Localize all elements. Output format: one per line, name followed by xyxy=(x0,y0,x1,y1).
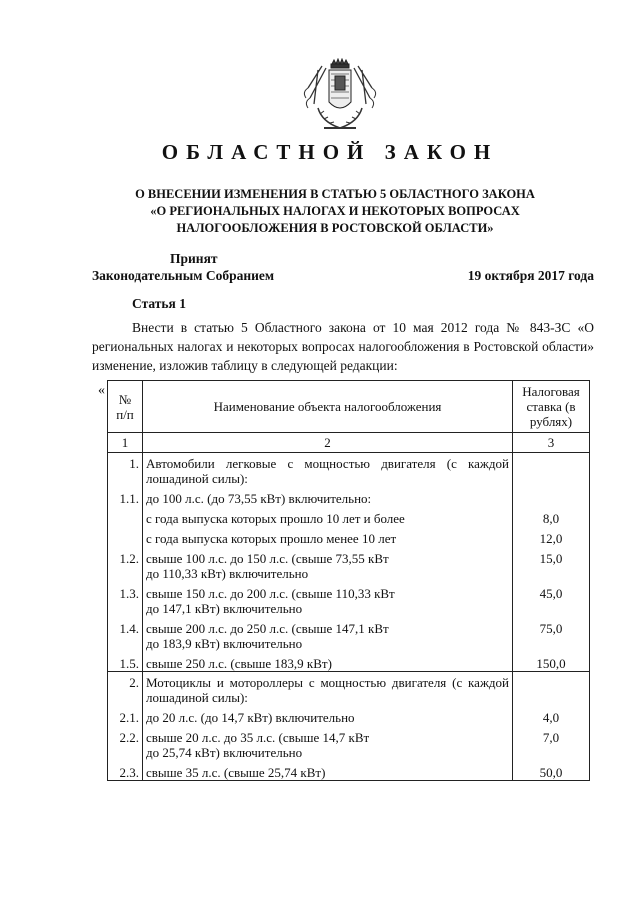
row-rate xyxy=(513,453,590,487)
row-object: свыше 35 л.с. (свыше 25,74 кВт) xyxy=(143,760,513,781)
row-number: 1.1. xyxy=(108,486,143,506)
row-number xyxy=(108,526,143,546)
row-rate: 7,0 xyxy=(513,725,590,760)
row-rate: 50,0 xyxy=(513,760,590,781)
table-row xyxy=(108,760,590,781)
table-row xyxy=(108,616,590,651)
row-object: с года выпуска которых прошло менее 10 лет xyxy=(143,526,513,546)
table-row xyxy=(108,506,590,526)
row-object: свыше 200 л.с. до 250 л.с. (свыше 147,1 кВт до 183,9 кВт) включительно xyxy=(143,616,513,651)
law-subtitle xyxy=(90,186,580,237)
article-heading: Статья 1 xyxy=(132,296,186,311)
adopted-label: Принят xyxy=(170,251,218,266)
col-number: 1 xyxy=(108,433,143,453)
col-number: 3 xyxy=(513,433,590,453)
row-number: 2.3. xyxy=(108,760,143,781)
table-row xyxy=(108,651,590,672)
row-object: свыше 20 л.с. до 35 л.с. (свыше 14,7 кВт до 25,74 кВт) включительно xyxy=(143,725,513,760)
row-number: 2.2. xyxy=(108,725,143,760)
row-object: с года выпуска которых прошло 10 лет и более xyxy=(143,506,513,526)
table-row xyxy=(108,486,590,506)
col-number: 2 xyxy=(143,433,513,453)
row-number: 1.2. xyxy=(108,546,143,581)
adopted-by: Законодательным Собранием xyxy=(92,268,275,283)
row-object: свыше 150 л.с. до 200 л.с. (свыше 110,33 кВт до 147,1 кВт) включительно xyxy=(143,581,513,616)
article-text: Внести в статью 5 Областного закона от 10 мая 2012 года № 843-ЗС «О региональных налогах и некоторых вопросах налогообложения в Ростовской области» изменение, изложив таблицу в следующей редакции: xyxy=(92,320,594,373)
adoption-block xyxy=(92,250,594,284)
opening-quote: « xyxy=(98,383,105,398)
row-object: до 20 л.с. (до 14,7 кВт) включительно xyxy=(143,705,513,725)
row-object: свыше 250 л.с. (свыше 183,9 кВт) xyxy=(143,651,513,672)
row-rate: 75,0 xyxy=(513,616,590,651)
law-title: ОБЛАСТНОЙ ЗАКОН xyxy=(161,140,499,164)
tax-rate-table xyxy=(107,380,590,781)
table-row xyxy=(108,453,590,487)
row-rate xyxy=(513,486,590,506)
table-row xyxy=(108,725,590,760)
adoption-date: 19 октября 2017 года xyxy=(467,268,594,283)
header-rate: Налоговая ставка (в рублях) xyxy=(513,381,590,433)
row-number: 2. xyxy=(108,672,143,706)
subtitle-line: «О РЕГИОНАЛЬНЫХ НАЛОГАХ И НЕКОТОРЫХ ВОПРОСАХ xyxy=(150,204,520,218)
row-number: 1.4. xyxy=(108,616,143,651)
table-row xyxy=(108,672,590,706)
coat-of-arms-icon xyxy=(300,58,380,136)
row-rate xyxy=(513,672,590,706)
row-number: 1.5. xyxy=(108,651,143,672)
row-object: Автомобили легковые с мощностью двигателя (с каждой лошадиной силы): xyxy=(143,453,513,487)
table-row xyxy=(108,526,590,546)
row-rate: 4,0 xyxy=(513,705,590,725)
row-number: 1.3. xyxy=(108,581,143,616)
row-number: 1. xyxy=(108,453,143,487)
row-object: до 100 л.с. (до 73,55 кВт) включительно: xyxy=(143,486,513,506)
table-row xyxy=(108,546,590,581)
row-rate: 12,0 xyxy=(513,526,590,546)
row-number xyxy=(108,506,143,526)
row-rate: 150,0 xyxy=(513,651,590,672)
row-rate: 15,0 xyxy=(513,546,590,581)
header-num: № п/п xyxy=(108,381,143,433)
header-name: Наименование объекта налогообложения xyxy=(143,381,513,433)
table-row xyxy=(108,705,590,725)
subtitle-line: НАЛОГООБЛОЖЕНИЯ В РОСТОВСКОЙ ОБЛАСТИ» xyxy=(176,221,494,235)
row-number: 2.1. xyxy=(108,705,143,725)
row-rate: 8,0 xyxy=(513,506,590,526)
subtitle-line: О ВНЕСЕНИИ ИЗМЕНЕНИЯ В СТАТЬЮ 5 ОБЛАСТНОГО ЗАКОНА xyxy=(135,187,535,201)
row-rate: 45,0 xyxy=(513,581,590,616)
row-object: Мотоциклы и мотороллеры с мощностью двигателя (с каждой лошадиной силы): xyxy=(143,672,513,706)
table-row xyxy=(108,581,590,616)
row-object: свыше 100 л.с. до 150 л.с. (свыше 73,55 кВт до 110,33 кВт) включительно xyxy=(143,546,513,581)
